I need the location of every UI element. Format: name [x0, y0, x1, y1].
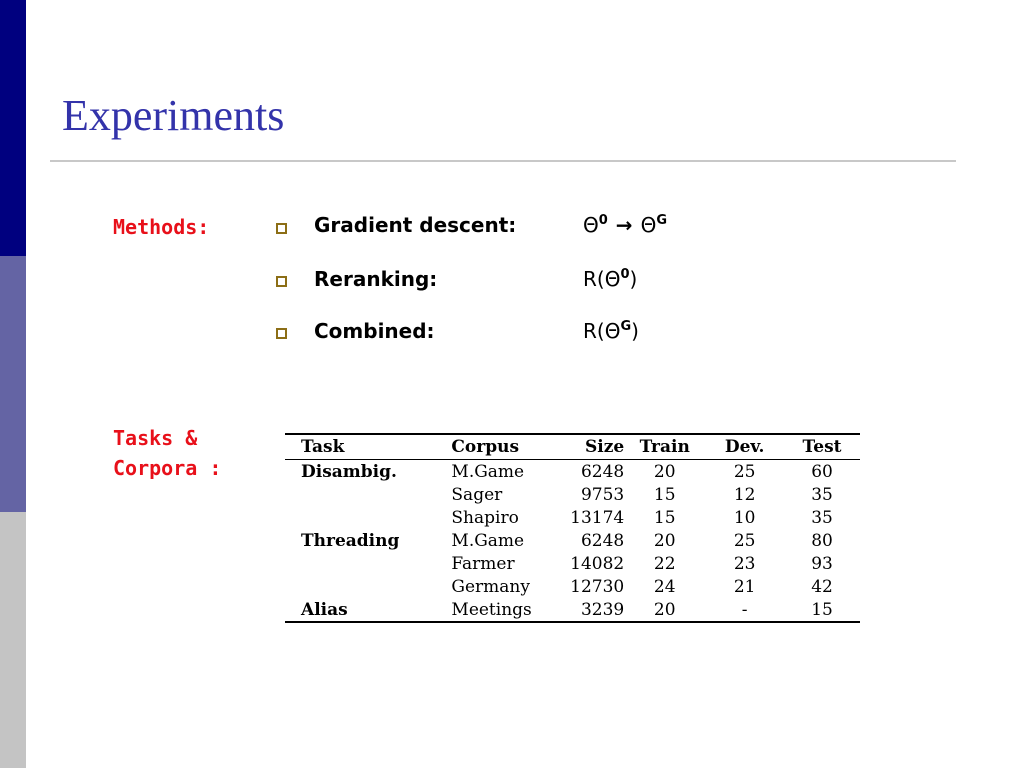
cell-size: 9753 — [580, 484, 625, 505]
cell-task: Alias — [301, 599, 348, 620]
cell-corpus: M.Game — [451, 530, 525, 551]
arrow-right-icon: → — [615, 213, 633, 237]
column-header-dev: Dev. — [705, 434, 784, 460]
cell-test: 42 — [811, 576, 833, 597]
cell-corpus: M.Game — [451, 461, 525, 482]
table-row — [285, 552, 860, 575]
cell-dev: 25 — [733, 461, 756, 482]
sidebar-block-middle — [0, 256, 26, 512]
cell-size: 6248 — [580, 461, 625, 482]
cell-corpus: Shapiro — [451, 507, 519, 528]
cell-dev: - — [741, 599, 748, 620]
cell-test: 15 — [811, 599, 833, 620]
bullet-square-icon — [276, 223, 287, 234]
table-row — [285, 460, 860, 484]
methods-label: Methods: — [113, 215, 210, 239]
cell-size: 14082 — [570, 553, 625, 574]
sidebar-decoration — [0, 0, 26, 768]
sidebar-block-bottom — [0, 512, 26, 768]
method-value-gradient-descent: $\Theta^0 \to \Theta^G$ — [583, 213, 667, 237]
cell-task: Threading — [301, 530, 400, 551]
cell-test: 93 — [811, 553, 833, 574]
method-value-combined: $R(\Theta^G)$ — [583, 319, 639, 343]
cell-train: 20 — [653, 599, 676, 620]
cell-task: Disambig. — [301, 461, 397, 482]
cell-dev: 10 — [733, 507, 756, 528]
cell-test: 80 — [811, 530, 833, 551]
cell-task — [285, 506, 451, 529]
cell-task — [285, 483, 451, 506]
cell-train: 22 — [653, 553, 676, 574]
table-row — [285, 506, 860, 529]
method-value-reranking: $R(\Theta^0)$ — [583, 267, 638, 291]
bullet-square-icon — [276, 276, 287, 287]
method-name-combined: Combined: — [314, 319, 435, 343]
method-name-gradient-descent: Gradient descent: — [314, 213, 517, 237]
table-row — [285, 575, 860, 598]
corpus-table — [285, 433, 860, 623]
cell-task — [285, 552, 451, 575]
cell-task — [285, 575, 451, 598]
table-header-row — [285, 434, 860, 460]
cell-size: 3239 — [580, 599, 625, 620]
column-header-task: Task — [285, 434, 451, 460]
cell-corpus: Germany — [451, 576, 530, 597]
cell-test: 60 — [811, 461, 833, 482]
column-header-test: Test — [784, 434, 860, 460]
cell-size: 13174 — [570, 507, 625, 528]
cell-test: 35 — [811, 507, 833, 528]
table-row — [285, 529, 860, 552]
column-header-size: Size — [559, 434, 625, 460]
cell-corpus: Sager — [451, 484, 503, 505]
column-header-train: Train — [624, 434, 705, 460]
cell-dev: 12 — [733, 484, 756, 505]
table-row — [285, 483, 860, 506]
slide-title: Experiments — [62, 91, 285, 140]
cell-test: 35 — [811, 484, 833, 505]
tasks-corpora-label: Tasks & Corpora : — [113, 426, 222, 480]
sidebar-block-top — [0, 0, 26, 256]
cell-train: 15 — [653, 484, 676, 505]
cell-size: 12730 — [570, 576, 625, 597]
method-name-reranking: Reranking: — [314, 267, 438, 291]
bullet-square-icon — [276, 328, 287, 339]
table-row — [285, 598, 860, 622]
cell-train: 24 — [653, 576, 676, 597]
column-header-corpus: Corpus — [451, 434, 558, 460]
cell-dev: 21 — [733, 576, 756, 597]
title-divider — [50, 160, 956, 162]
cell-dev: 23 — [733, 553, 756, 574]
cell-train: 15 — [653, 507, 676, 528]
cell-dev: 25 — [733, 530, 756, 551]
cell-size: 6248 — [580, 530, 625, 551]
cell-corpus: Farmer — [451, 553, 515, 574]
cell-train: 20 — [653, 461, 676, 482]
cell-corpus: Meetings — [451, 599, 532, 620]
cell-train: 20 — [653, 530, 676, 551]
